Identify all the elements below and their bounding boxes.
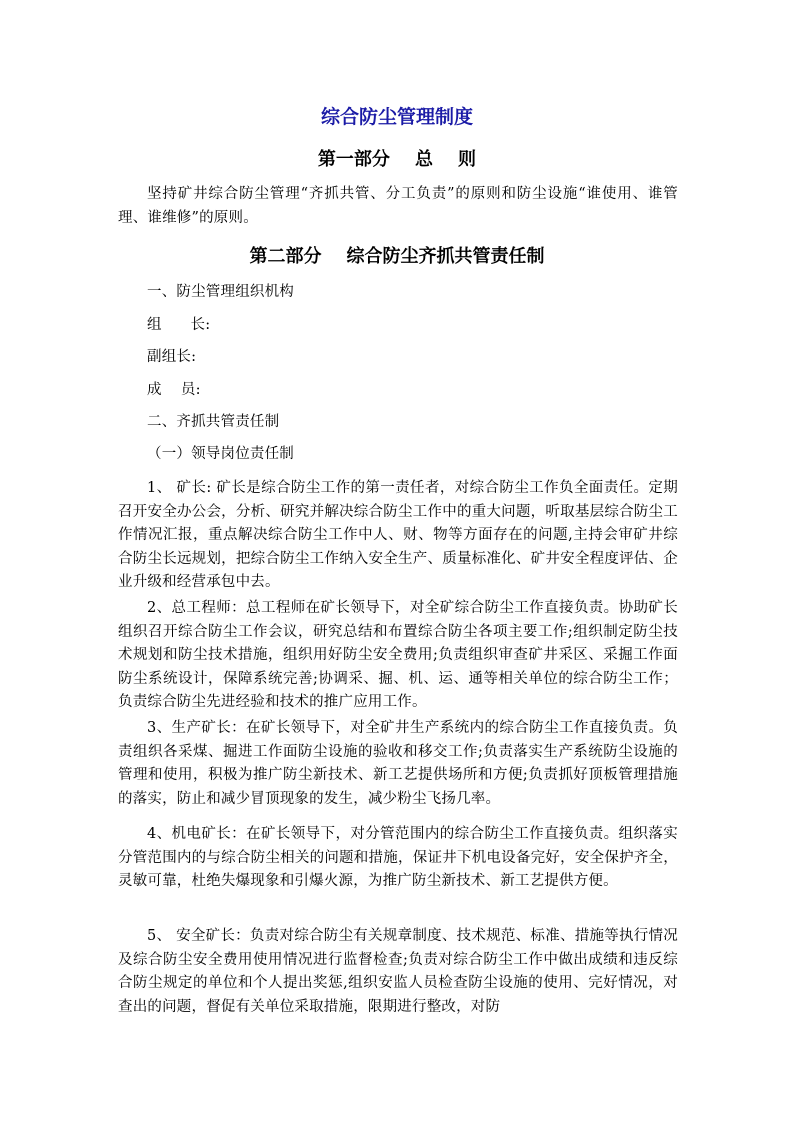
item-safety-director: 5、 安全矿长：负责对综合防尘有关规章制度、技术规范、标准、措施等执行情况及综合防尘安全费用使用情况进行监督检查;负责对综合防尘工作中做出成绩和违反综合防尘规定的单位和个人提出奖惩,组织安监人员检查防尘设施的使用、完好情况，对查出的问题，督促有关单位采取措施，限期进行整改，对防 <box>118 928 678 1015</box>
document-title: 综合防尘管理制度 <box>320 106 473 128</box>
part1-heading: 第一部分 总 则 <box>317 149 477 170</box>
item-chief-engineer: 2、总工程师：总工程师在矿长领导下，对全矿综合防尘工作直接负责。协助矿长组织召开综合防尘工作会议，研究总结和布置综合防尘各项主要工作;组织制定防尘技术规划和防尘技术措施，组织用好防尘安全费用;负责组织审查矿井采区、采掘工作面防尘系统设计，保障系统完善;协调采、掘、机、运、通等相关单位的综合防尘工作；负责综合防尘先进经验和技术的推广应用工作。 <box>118 600 678 710</box>
leadership-subheading: （一）领导岗位责任制 <box>147 446 294 462</box>
item-production-director: 3、生产矿长：在矿长领导下，对全矿井生产系统内的综合防尘工作直接负责。负责组织各采煤、掘进工作面防尘设施的验收和移交工作;负责落实生产系统防尘设施的管理和使用，积极为推广防尘新技术、新工艺提供场所和方便;负责抓好顶板管理措施的落实，防止和减少冒顶现象的发生，减少粉尘飞扬几率。 <box>118 720 678 807</box>
org-heading: 一、防尘管理组织机构 <box>147 284 294 300</box>
responsibility-heading: 二、齐抓共管责任制 <box>147 414 280 430</box>
part1-body: 坚持矿井综合防尘管理“齐抓共管、分工负责”的原则和防尘设施“谁使用、谁管理、谁维修”的原则。 <box>118 186 678 226</box>
item-mechanical-director: 4、机电矿长：在矿长领导下，对分管范围内的综合防尘工作直接负责。组织落实分管范围内的与综合防尘相关的问题和措施，保证井下机电设备完好，安全保护齐全，灵敏可靠，杜绝失爆现象和引爆火源，为推广防尘新技术、新工艺提供方便。 <box>118 826 678 889</box>
member-label: 成 员: <box>147 382 201 398</box>
leader-label: 组 长: <box>147 317 211 333</box>
deputy-label: 副组长: <box>147 349 197 365</box>
item-mine-director: 1、 矿长: 矿长是综合防尘工作的第一责任者，对综合防尘工作负全面责任。定期召开安全办公会，分析、研究并解决综合防尘工作中的重大问题，听取基层综合防尘工作情况汇报，重点解决综合防尘工作中人、财、物等方面存在的问题,主持会审矿井综合防尘长远规划，把综合防尘工作纳入安全生产、质量标准化、矿井安全程度评估、企业升级和经营承包中去。 <box>118 480 678 590</box>
part2-heading: 第二部分 综合防尘齐抓共管责任制 <box>249 246 545 267</box>
